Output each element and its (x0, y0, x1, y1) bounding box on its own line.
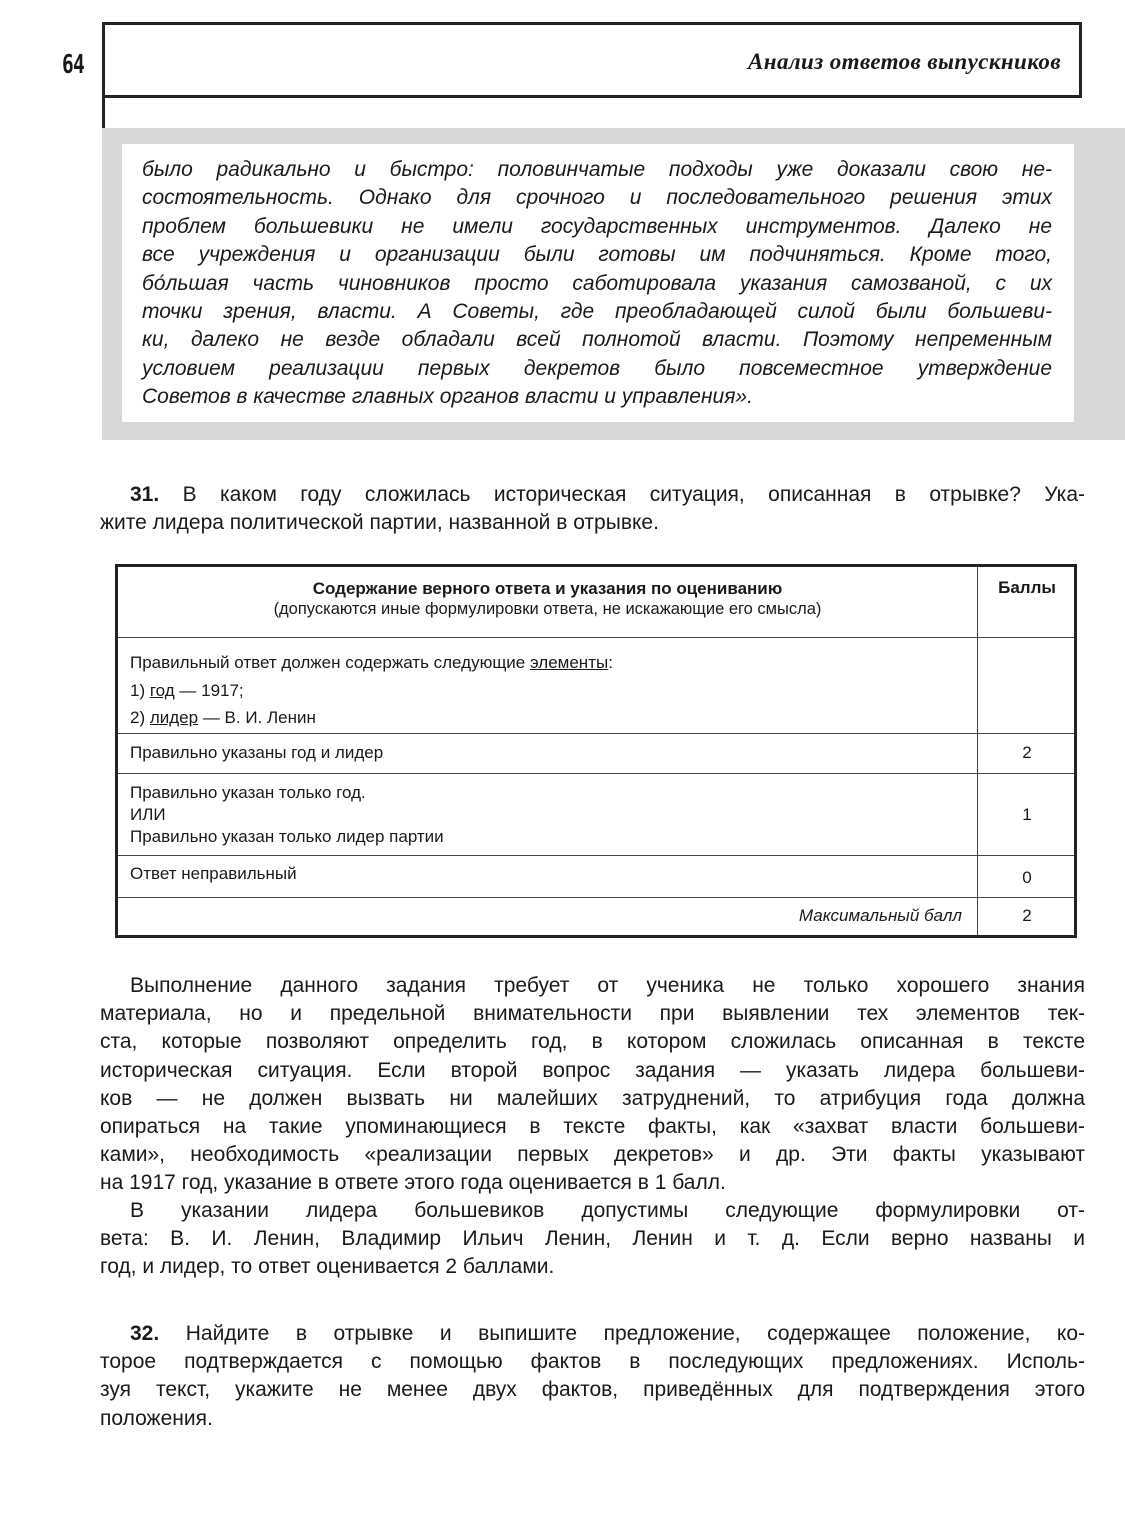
criterion-score: 1 (1022, 805, 1032, 824)
commentary-line: год, и лидер, то ответ оценивается 2 баллами. (100, 1255, 555, 1279)
question-31 (100, 481, 1085, 537)
question-32-text: торое подтверждается с помощью фактов в последующих предложениях. Исполь- (100, 1350, 1085, 1374)
max-score-value: 2 (1022, 906, 1032, 925)
scoring-table (115, 564, 1077, 938)
running-header (102, 22, 1082, 98)
quote-line: проблем большевики не имели государственных инструментов. Далеко не (142, 214, 1052, 238)
header-rule (102, 98, 105, 128)
elements-intro: Правильный ответ должен содержать следующие (130, 653, 530, 672)
question-31-text-cont: жите лидера политической партии, названной в отрывке. (100, 511, 659, 535)
quote-line: точки зрения, власти. А Советы, где преобладающей силой были большеви- (142, 300, 1052, 324)
running-title: Анализ ответов выпускников (748, 49, 1061, 74)
question-32-text: Найдите в отрывке и выпишите предложение, содержащее положение, ко- (185, 1322, 1085, 1345)
elements-colon: : (608, 653, 613, 672)
max-score-label: Максимальный балл (798, 906, 962, 925)
commentary-line: опираться на такие упоминающиеся в тексте факты, как «захват власти большеви- (100, 1115, 1085, 1139)
criterion-score: 2 (1022, 743, 1032, 762)
quote-line: состоятельность. Однако для срочного и последовательного решения этих (142, 186, 1052, 210)
criterion-score: 0 (1022, 868, 1032, 887)
question-31-number: 31. (130, 483, 160, 506)
table-row-max (118, 897, 1074, 935)
table-row (118, 773, 1074, 856)
table-row (118, 855, 1074, 898)
commentary-line: ста, которые позволяют определить год, в котором сложилась описанная в тексте (100, 1030, 1085, 1054)
commentary-line: историческая ситуация. Если второй вопрос задания — указать лидера большеви- (100, 1058, 1085, 1082)
criterion-text: Ответ неправильный (130, 864, 297, 883)
header-score: Баллы (998, 578, 1056, 597)
table-row (118, 733, 1074, 774)
header-main: Содержание верного ответа и указания по оцениванию (312, 579, 783, 598)
commentary-line: Выполнение данного задания требует от ученика не только хорошего знания (130, 974, 1085, 997)
table-header-row (118, 567, 1074, 638)
elements-word: элементы (529, 653, 609, 672)
commentary (100, 972, 1085, 1198)
commentary-line: материала, но и предельной внимательности при выявлении тех элементов тек- (100, 1002, 1085, 1026)
quote-excerpt (122, 144, 1074, 422)
quote-line: ки, далеко не везде обладали всей полнотой власти. Поэтому непременным (142, 328, 1052, 352)
quote-line: было радикально и быстро: половинчатые подходы уже доказали свою не- (142, 158, 1052, 181)
commentary-line: ками», необходимость «реализации первых декретов» и др. Эти факты указывают (100, 1143, 1085, 1167)
element-item-1: 1) год — 1917; (130, 680, 244, 700)
commentary-line: вета: В. И. Ленин, Владимир Ильич Ленин, Ленин и т. д. Если верно названы и (100, 1227, 1085, 1251)
question-32 (100, 1320, 1085, 1433)
criterion-text: Правильно указаны год и лидер (130, 743, 384, 762)
question-32-text: положения. (100, 1406, 213, 1430)
commentary-line: В указании лидера большевиков допустимы следующие формулировки от- (130, 1199, 1085, 1222)
commentary-line: ков — не должен вызвать ни малейших затруднений, то атрибуция года должна (100, 1086, 1085, 1110)
commentary-line: на 1917 год, указание в ответе этого года оценивается в 1 балл. (100, 1171, 726, 1195)
quote-line: условием реализации первых декретов было повсеместное утверждение (142, 356, 1052, 380)
criterion-text: Правильно указан только лидер партии (130, 827, 444, 846)
header-sub: (допускаются иные формулировки ответа, не искажающие его смысла) (273, 600, 822, 618)
element-item-2: 2) лидер — В. И. Ленин (130, 708, 316, 727)
quote-line: все учреждения и организации были готовы им подчиняться. Кроме того, (142, 243, 1052, 267)
page-number: 64 (62, 50, 84, 80)
commentary-2 (100, 1197, 1085, 1282)
criterion-text: Правильно указан только год. (130, 783, 366, 802)
quote-line: Советов в качестве главных органов власти и управления». (142, 385, 753, 409)
criterion-or: ИЛИ (130, 805, 166, 824)
question-32-text: зуя текст, укажите не менее двух фактов, приведённых для подтверждения этого (100, 1378, 1085, 1402)
quote-line: бо́льшая часть чиновников просто саботировала указания самозваной, с их (142, 271, 1052, 295)
table-row-elements (118, 637, 1074, 734)
question-31-text: В каком году сложилась историческая ситуация, описанная в отрывке? Ука- (182, 483, 1085, 506)
question-32-number: 32. (130, 1322, 160, 1345)
